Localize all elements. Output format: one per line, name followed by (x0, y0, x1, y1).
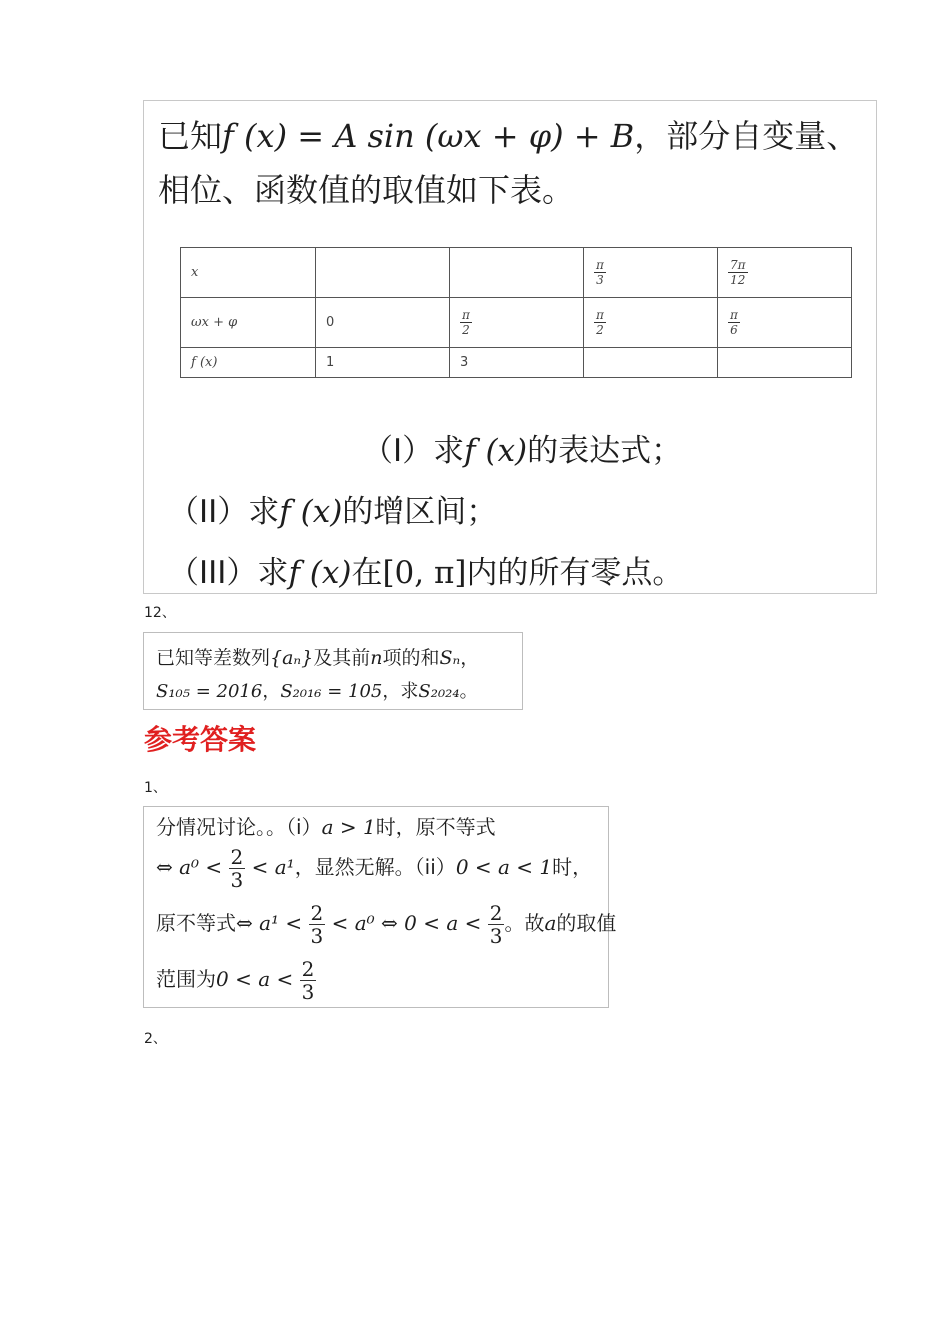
answer-1-line-3 (156, 903, 616, 946)
problem-12-line-2 (156, 677, 478, 703)
text: 。 (459, 681, 478, 702)
fraction (460, 309, 472, 336)
q1-text: 的表达式； (527, 433, 683, 469)
table-cell: 3 (450, 348, 584, 378)
problem-11-intro (158, 109, 868, 217)
denominator: 3 (230, 868, 244, 892)
formula: a (544, 911, 557, 935)
numerator: 7π (730, 258, 746, 272)
denominator: 2 (462, 323, 470, 337)
text: 时，原不等式 (375, 815, 496, 839)
answer-1-box (143, 806, 617, 1008)
text: ， (262, 681, 281, 702)
numerator: 2 (230, 845, 244, 869)
text: ， (460, 647, 480, 669)
formula: ⇔ a¹ < (236, 911, 303, 935)
table-row (181, 298, 852, 348)
formula: < a⁰ ⇔ 0 < a < (331, 911, 482, 935)
q3-mid: 在 (351, 555, 383, 591)
fraction (594, 259, 606, 286)
formula: < a¹ (251, 855, 295, 879)
formula: {aₙ} (270, 647, 314, 669)
question-1 (362, 425, 682, 470)
answer-1-line-1 (156, 811, 496, 840)
formula: S₂₀₁₆ = 105 (280, 681, 383, 702)
table-cell (584, 248, 718, 298)
text: 分情况讨论。。（i） (156, 815, 322, 839)
denominator: 3 (301, 980, 315, 1004)
denominator: 12 (730, 273, 746, 287)
numerator: π (462, 308, 470, 322)
text: 的取值 (556, 911, 617, 935)
text: 时， (552, 855, 593, 879)
q3-text: 内的所有零点。 (466, 555, 684, 591)
question-3 (168, 547, 683, 592)
fraction (309, 903, 326, 946)
table-cell (450, 298, 584, 348)
formula: n (370, 647, 383, 669)
answer-1-line-2 (156, 847, 592, 890)
problem-12-box (143, 632, 523, 710)
text: 原不等式 (156, 911, 236, 935)
denominator: 3 (310, 924, 324, 948)
formula: ⇔ a⁰ < (156, 855, 223, 879)
numerator: 2 (301, 957, 315, 981)
fraction (300, 959, 317, 1002)
question-2 (168, 486, 497, 531)
intro-text-2: ，部分自变量、相位、函数值的取值如下表。 (158, 117, 859, 209)
intro-text: 已知 (158, 117, 223, 155)
answer-1-line-4 (156, 959, 316, 1002)
formula: a > 1 (321, 815, 376, 839)
fraction (594, 309, 606, 336)
fraction (488, 903, 505, 946)
denominator: 3 (596, 273, 604, 287)
text: 项的和 (382, 647, 440, 669)
formula: S₂₀₂₄ (418, 681, 460, 702)
answer-number-1: 1、 (144, 780, 167, 796)
problem-11-figure (143, 100, 877, 594)
denominator: 3 (489, 924, 503, 948)
numerator: 2 (489, 901, 503, 925)
value-table (180, 247, 852, 378)
q3-label: （III）求 (168, 555, 289, 591)
answer-number-2: 2、 (144, 1031, 167, 1047)
table-cell (316, 248, 450, 298)
text: 范围为 (156, 967, 216, 991)
text: ，求 (382, 681, 419, 702)
text: ，显然无解。（ii） (294, 855, 456, 879)
numerator: π (596, 258, 604, 272)
denominator: 6 (730, 323, 738, 337)
fraction (728, 309, 740, 336)
numerator: π (730, 308, 738, 322)
table-cell (718, 348, 852, 378)
q1-label: （I）求 (362, 433, 465, 469)
denominator: 2 (596, 323, 604, 337)
table-cell (584, 298, 718, 348)
problem-number-12: 12、 (144, 605, 176, 621)
intro-formula: f (x) = A sin (ωx + φ) + B (222, 117, 635, 155)
text: 及其前 (313, 647, 371, 669)
formula: S₁₀₅ = 2016 (156, 681, 263, 702)
q2-formula: f (x) (279, 494, 343, 530)
problem-12-line-1 (156, 643, 479, 670)
formula: 0 < a < (216, 967, 294, 991)
table-cell (584, 348, 718, 378)
q2-text: 的增区间； (342, 494, 498, 530)
table-row (181, 248, 852, 298)
q2-label: （II）求 (168, 494, 280, 530)
q3-interval: [0, π] (382, 555, 467, 591)
formula: 0 < a < 1 (455, 855, 553, 879)
text: 。故 (504, 911, 545, 935)
text: 已知等差数列 (156, 647, 271, 669)
fraction (728, 259, 748, 286)
table-cell (718, 248, 852, 298)
table-row (181, 348, 852, 378)
table-head: f (x) (181, 348, 316, 378)
q3-formula: f (x) (288, 555, 352, 591)
numerator: 2 (310, 901, 324, 925)
table-cell (718, 298, 852, 348)
table-head: x (181, 248, 316, 298)
table-cell (450, 248, 584, 298)
table-head: ωx + φ (181, 298, 316, 348)
numerator: π (596, 308, 604, 322)
answers-heading: 参考答案 (144, 723, 257, 756)
table-cell: 1 (316, 348, 450, 378)
fraction (229, 847, 246, 890)
table-cell: 0 (316, 298, 450, 348)
q1-formula: f (x) (464, 433, 528, 469)
formula: Sₙ (439, 647, 461, 669)
